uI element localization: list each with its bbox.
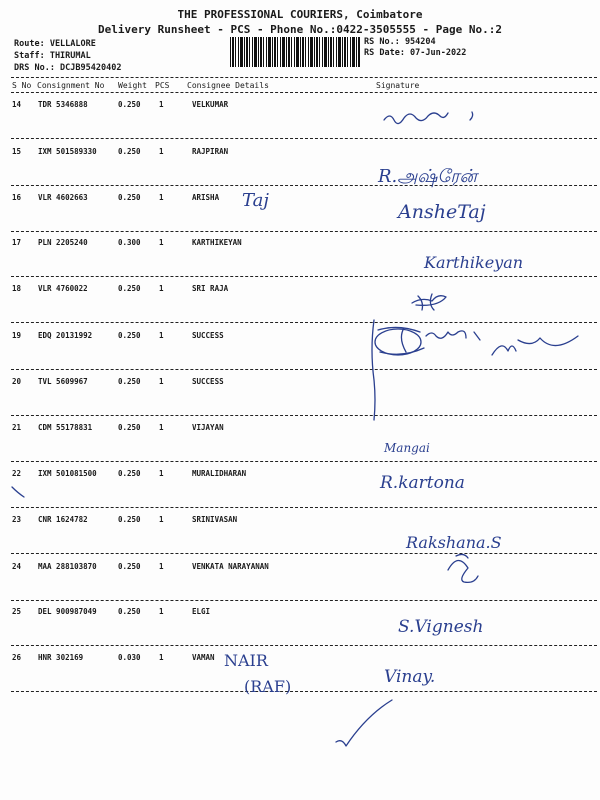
row-consignee: SRINIVASAN: [192, 515, 238, 524]
signature-row24: [448, 554, 478, 582]
ink-strokes: [12, 112, 578, 746]
row-weight: 0.300: [118, 238, 141, 247]
row-pcs: 1: [159, 100, 164, 109]
hw-row22: R.kartona: [380, 473, 465, 493]
hw-row26-raf: (RAF): [244, 677, 292, 696]
signature-row18: [412, 294, 446, 310]
rs-number: RS No.: 954204: [364, 37, 436, 47]
row-weight: 0.250: [118, 515, 141, 524]
row-consignment: VLR 4602663: [38, 193, 88, 202]
row-consignment: PLN 2205240: [38, 238, 88, 247]
ink-text: [224, 166, 523, 696]
row-pcs: 1: [159, 147, 164, 156]
hw-row25: S.Vignesh: [398, 617, 484, 637]
row-pcs: 1: [159, 331, 164, 340]
hw-row16-taj: Taj: [242, 190, 269, 211]
row-consignment: VLR 4760022: [38, 284, 88, 293]
row-consignee: MURALIDHARAN: [192, 469, 247, 478]
row-consignment: HNR 302169: [38, 653, 84, 662]
row-sno: 26: [12, 653, 22, 662]
row-sno: 22: [12, 469, 22, 478]
col-weight: Weight: [118, 81, 147, 90]
row-sno: 17: [12, 238, 22, 247]
row-consignment: CDM 55178831: [38, 423, 93, 432]
rs-date: RS Date: 07-Jun-2022: [364, 48, 467, 58]
row-consignee: ARISHA: [192, 193, 220, 202]
col-sno: S No: [12, 81, 32, 90]
row-consignment: DEL 900987049: [38, 607, 97, 616]
hw-row26-sign: Vinay.: [384, 667, 436, 687]
row-consignee: VELKUMAR: [192, 100, 229, 109]
row-sno: 20: [12, 377, 22, 386]
row-sno: 23: [12, 515, 22, 524]
row-weight: 0.250: [118, 469, 141, 478]
col-consignee: Consignee Details: [187, 81, 269, 90]
row-pcs: 1: [159, 607, 164, 616]
row-consignment: MAA 288103870: [38, 562, 97, 571]
company-title: THE PROFESSIONAL COURIERS, Coimbatore: [177, 8, 423, 21]
row-pcs: 1: [159, 238, 164, 247]
hw-row15: R.அஷ்ரேன்: [378, 166, 477, 187]
hw-row16: AnsheTaj: [398, 201, 486, 223]
check-mark: [336, 700, 392, 746]
row-consignee: SUCCESS: [192, 377, 224, 386]
runsheet-subtitle: Delivery Runsheet - PCS - Phone No.:0422-3505555 - Page No.:2: [98, 23, 502, 36]
row-pcs: 1: [159, 377, 164, 386]
staff-label: Staff: THIRUMAL: [14, 51, 91, 61]
bracket-line: [372, 320, 375, 420]
row-sno: 21: [12, 423, 22, 432]
row-sno: 14: [12, 100, 22, 109]
row-pcs: 1: [159, 562, 164, 571]
hw-row26-nair: NAIR: [224, 651, 268, 670]
row-consignee: ELGI: [192, 607, 211, 616]
row-weight: 0.250: [118, 562, 141, 571]
row-consignment: CNR 1624782: [38, 515, 88, 524]
route-label: Route: VELLALORE: [14, 39, 96, 49]
col-consignment: Consignment No: [37, 81, 105, 90]
row-weight: 0.250: [118, 193, 141, 202]
row-consignment: IXM 501081500: [38, 469, 97, 478]
signature-row14: [384, 112, 473, 124]
hw-row21: Mangai: [384, 441, 430, 455]
row-sno: 24: [12, 562, 22, 571]
row-pcs: 1: [159, 284, 164, 293]
col-pcs: PCS: [155, 81, 170, 90]
row-consignment: IXM 501589330: [38, 147, 97, 156]
row-pcs: 1: [159, 469, 164, 478]
row-sno: 16: [12, 193, 22, 202]
row-pcs: 1: [159, 193, 164, 202]
row-weight: 0.030: [118, 653, 141, 662]
hw-row17: Karthikeyan: [424, 253, 524, 272]
row-consignment: TDR 5346888: [38, 100, 88, 109]
row-consignee: VENKATA NARAYANAN: [192, 562, 269, 571]
signature-row19-text: [426, 331, 480, 340]
row-consignee: SRI RAJA: [192, 284, 229, 293]
row-pcs: 1: [159, 515, 164, 524]
row-weight: 0.250: [118, 331, 141, 340]
col-signature: Signature: [376, 81, 420, 90]
row-weight: 0.250: [118, 100, 141, 109]
row-weight: 0.250: [118, 423, 141, 432]
row-consignee: SUCCESS: [192, 331, 224, 340]
row-weight: 0.250: [118, 147, 141, 156]
row-consignment: EDQ 20131992: [38, 331, 93, 340]
row-consignee: VAMAN: [192, 653, 215, 662]
row-consignee: VIJAYAN: [192, 423, 224, 432]
row-sno: 19: [12, 331, 22, 340]
row-sno: 15: [12, 147, 22, 156]
row-weight: 0.250: [118, 284, 141, 293]
signature-row19-flourish: [492, 336, 578, 355]
row-consignment: TVL 5609967: [38, 377, 88, 386]
row-weight: 0.250: [118, 607, 141, 616]
drs-number: DRS No.: DCJB95420402: [14, 63, 122, 73]
row-pcs: 1: [159, 653, 164, 662]
row-consignee: KARTHIKEYAN: [192, 238, 242, 247]
row-sno: 18: [12, 284, 22, 293]
row-pcs: 1: [159, 423, 164, 432]
hw-row23: Rakshana.S: [406, 533, 502, 552]
row-consignee: RAJPIRAN: [192, 147, 229, 156]
margin-mark: [12, 487, 24, 497]
row-sno: 25: [12, 607, 22, 616]
row-weight: 0.250: [118, 377, 141, 386]
